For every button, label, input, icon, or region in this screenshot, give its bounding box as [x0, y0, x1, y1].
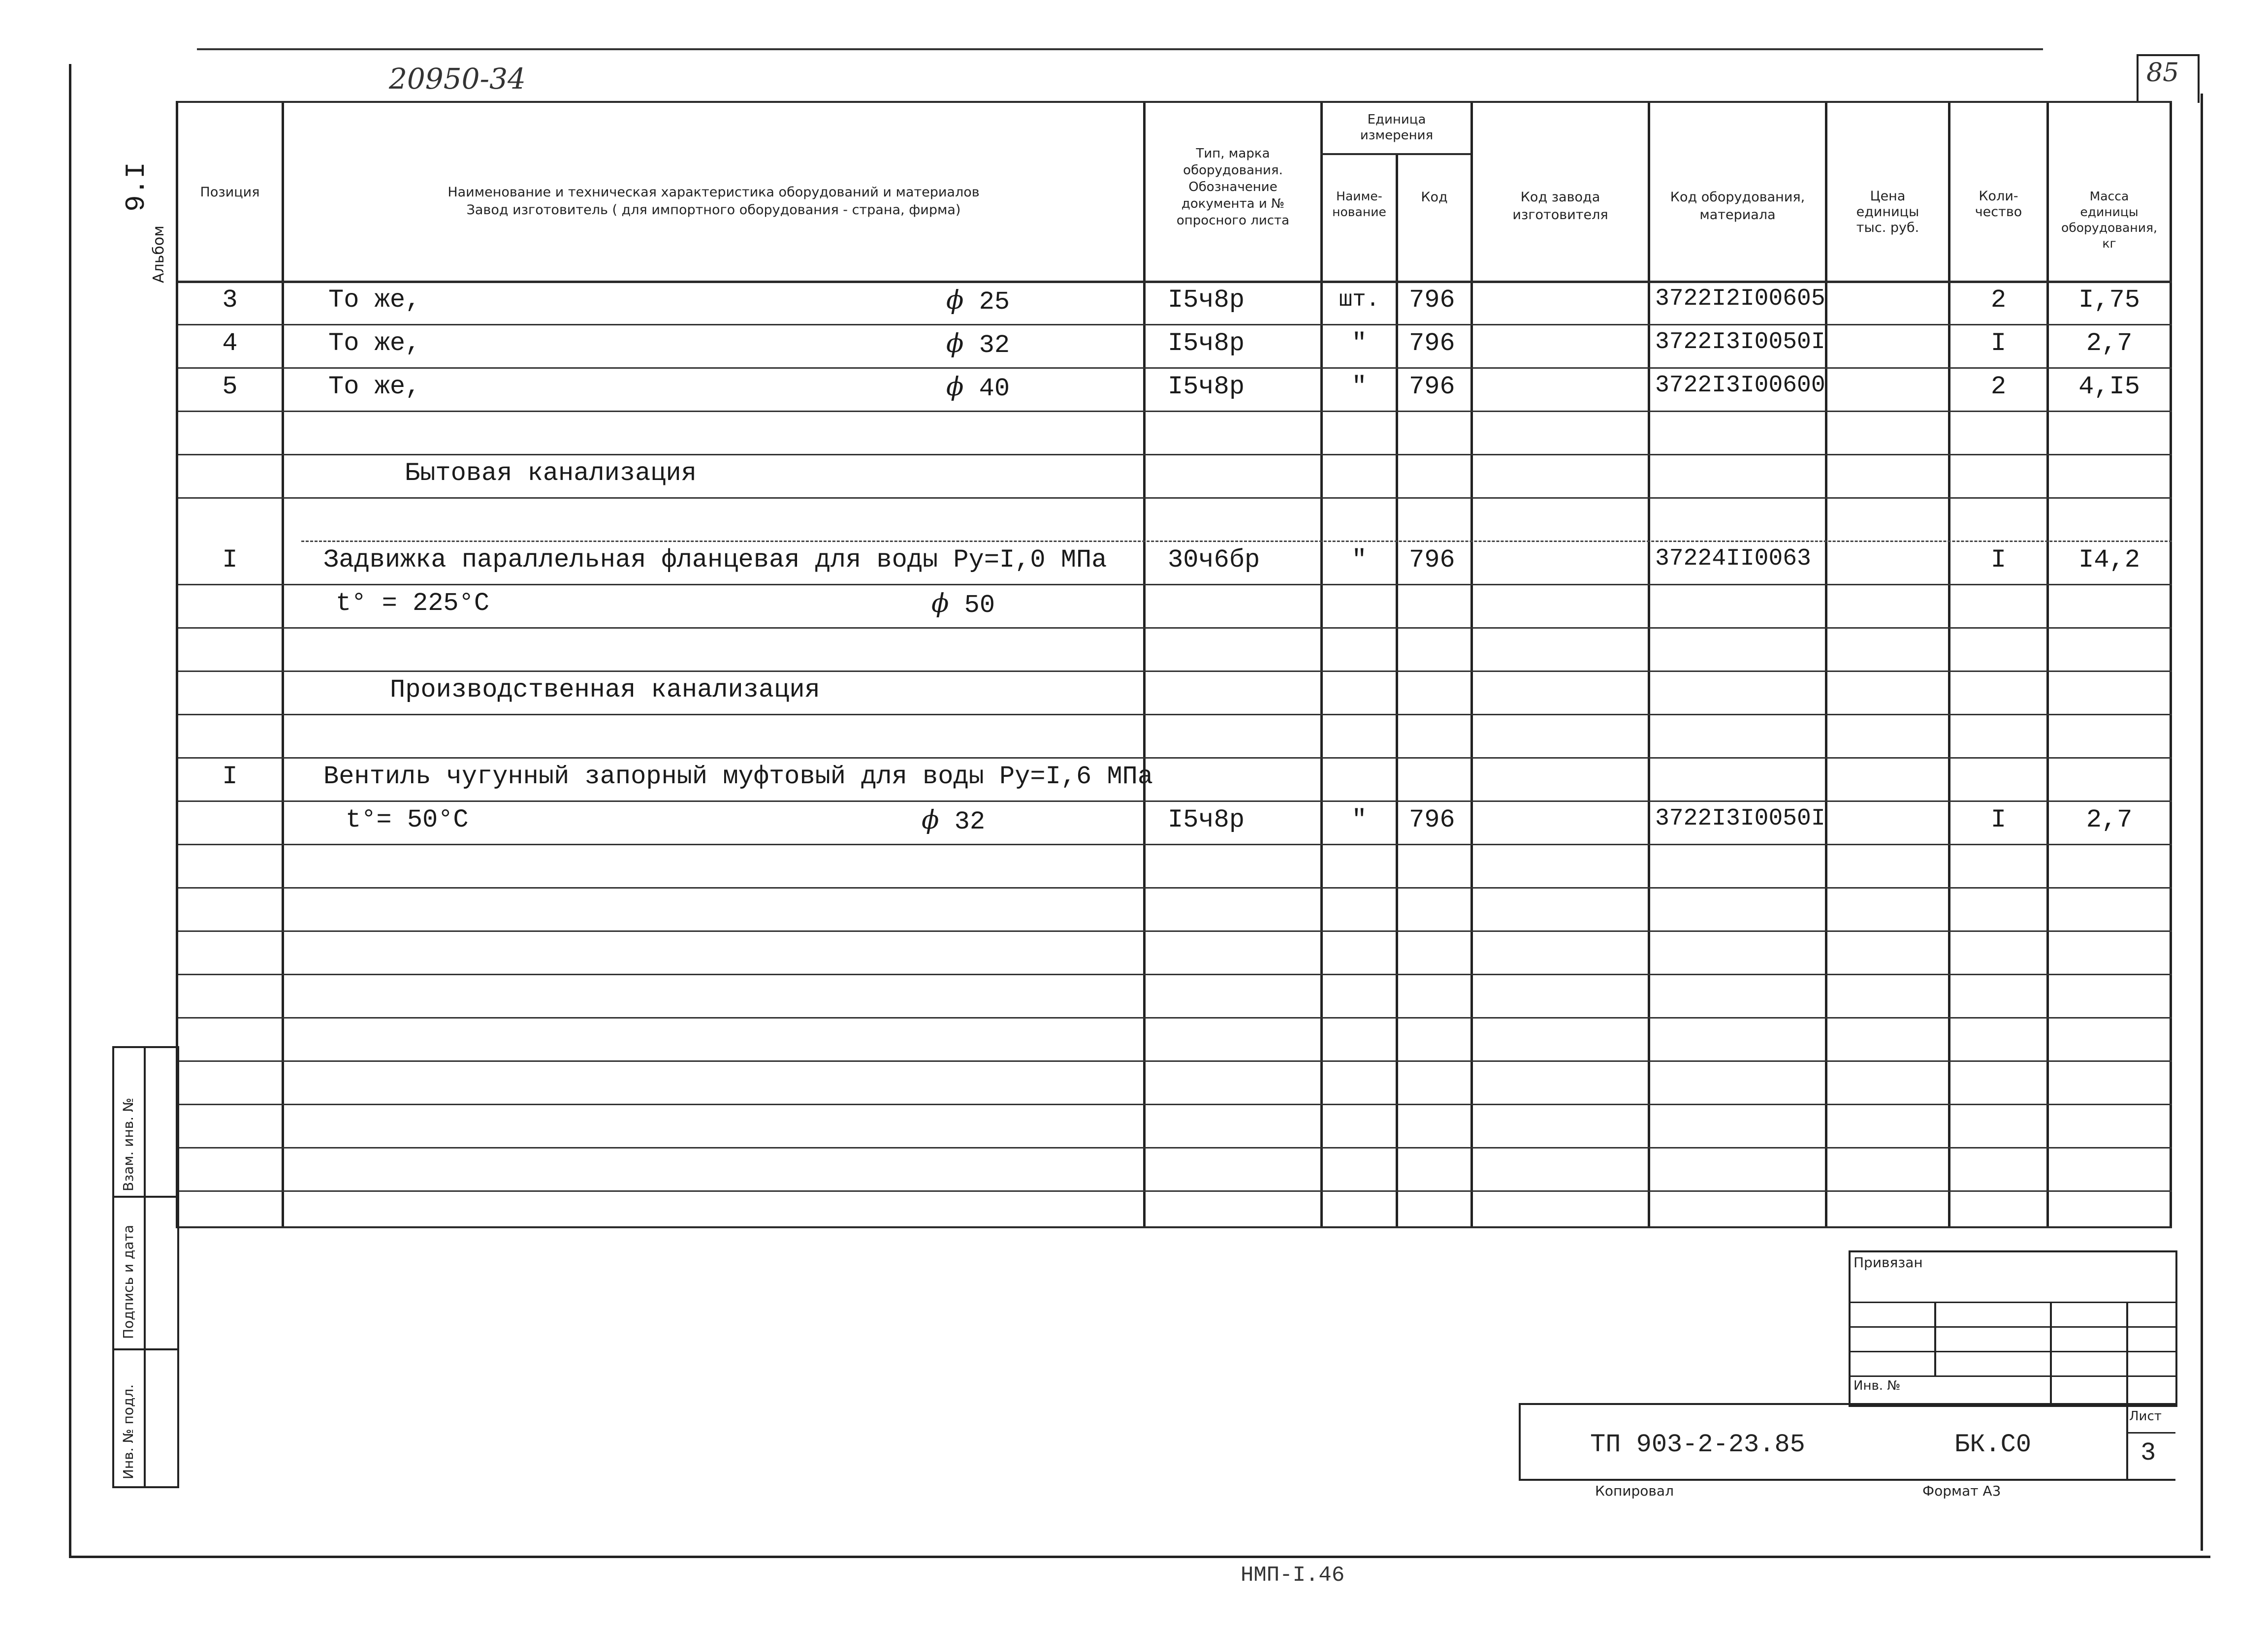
col-divider	[2046, 101, 2049, 1228]
col-divider	[1648, 101, 1650, 1228]
row-mass: 2,7	[2086, 329, 2133, 358]
header-quantity: Коли- чество	[1975, 189, 2022, 220]
col-divider	[1825, 101, 1827, 1228]
diameter-value: 40	[979, 374, 1010, 403]
diameter-symbol: ϕ	[946, 329, 964, 358]
diameter-symbol: ϕ	[922, 805, 939, 835]
row-line	[178, 974, 2172, 975]
row-diameter	[946, 372, 1010, 403]
row-position: I	[222, 545, 238, 575]
row-temperature: t°= 50°С	[346, 805, 469, 834]
header-price: Цена единицы тыс. руб.	[1856, 189, 1919, 235]
row-line	[178, 1017, 2172, 1019]
row-line	[178, 670, 2172, 672]
row-equipment-code: 3722I3I0050I	[1655, 329, 1825, 355]
side-label-replaced-inv: Взам. инв. №	[120, 1097, 136, 1191]
row-line-dashed	[301, 541, 2172, 542]
row-unit: "	[1351, 329, 1367, 358]
album-label: Альбом	[150, 225, 167, 283]
diameter-value: 50	[964, 591, 995, 620]
header-plant-code: Код завода изготовителя	[1512, 190, 1608, 223]
row-unit-code: 796	[1409, 805, 1455, 834]
row-line	[178, 411, 2172, 412]
row-quantity: I	[1990, 545, 2007, 575]
row-temperature: t° = 225°С	[336, 589, 490, 618]
row-line	[178, 1104, 2172, 1105]
row-line	[178, 757, 2172, 759]
row-line	[178, 930, 2172, 932]
header-unit: Единица измерения	[1360, 112, 1434, 143]
row-unit: шт.	[1339, 287, 1380, 313]
col-divider	[2170, 101, 2172, 1228]
row-line	[178, 627, 2172, 629]
row-line	[178, 800, 2172, 802]
row-equipment-code: 3722I3I00600	[1655, 372, 1825, 399]
header-type: Тип, марка оборудования. Обозначение документа и № опросного листа	[1176, 146, 1290, 228]
row-name: Задвижка параллельная фланцевая для воды Ру=I,0 МПа	[323, 545, 1107, 575]
row-equipment-code: 37224II0063	[1655, 545, 1811, 572]
stamp-format-label: Формат А3	[1922, 1483, 2001, 1499]
row-diameter	[946, 286, 1010, 317]
row-mass: I,75	[2078, 286, 2140, 315]
row-mass: I4,2	[2078, 545, 2140, 575]
header-name: Наименование и техническая характеристика оборудований и материалов Завод изготовитель ( для импортного оборудования - страна, фирма)	[447, 185, 980, 218]
col-divider	[1470, 101, 1473, 1228]
specification-table	[176, 101, 2172, 1228]
row-name: Вентиль чугунный запорный муфтовый для воды Ру=I,6 МПа	[323, 762, 1153, 791]
diameter-symbol: ϕ	[931, 589, 949, 618]
row-line	[178, 844, 2172, 845]
row-diameter	[922, 805, 985, 836]
row-unit: "	[1351, 545, 1367, 575]
outer-frame-right	[2201, 94, 2203, 1551]
stamp-section-code: БК.С0	[1954, 1430, 2032, 1459]
col-divider	[1396, 155, 1398, 1228]
row-unit-code: 796	[1409, 372, 1455, 401]
row-unit-code: 796	[1409, 286, 1455, 315]
section-title-industrial-sewage: Производственная канализация	[390, 675, 820, 704]
row-line	[178, 1147, 2172, 1149]
side-label-original-inv: Инв. № подл.	[120, 1384, 136, 1479]
row-unit: "	[1351, 805, 1367, 834]
top-border	[197, 48, 2043, 50]
row-type: I5ч8р	[1168, 329, 1245, 358]
col-divider	[282, 101, 284, 1228]
document-number: 20950-34	[389, 62, 526, 96]
row-line	[178, 584, 2172, 585]
stamp-linked-label: Привязан	[1853, 1254, 1923, 1271]
stamp-project-code: ТП 903-2-23.85	[1590, 1430, 1805, 1459]
row-name: То же,	[328, 286, 421, 315]
side-label-signature-date: Подпись и дата	[120, 1225, 136, 1339]
row-mass: 2,7	[2086, 805, 2133, 834]
row-line	[178, 497, 2172, 499]
sheet-number: 85	[2146, 58, 2179, 88]
row-line	[178, 454, 2172, 455]
row-quantity: 2	[1990, 372, 2007, 401]
col-divider	[1948, 101, 1950, 1228]
diameter-value: 32	[979, 331, 1010, 360]
header-position: Позиция	[200, 185, 260, 200]
stamp-sheet-label: Лист	[2129, 1409, 2162, 1424]
row-name: То же,	[328, 372, 421, 401]
header-top-line	[178, 101, 2172, 103]
header-mass: Масса единицы оборудования, кг	[2061, 189, 2157, 251]
table-bottom-line	[178, 1226, 2172, 1228]
album-number: 9.I	[121, 162, 152, 212]
row-unit-code: 796	[1409, 545, 1455, 575]
row-position: 3	[222, 286, 238, 315]
col-divider	[1143, 101, 1146, 1228]
row-line	[178, 714, 2172, 715]
row-line	[178, 1190, 2172, 1192]
row-name: То же,	[328, 329, 421, 358]
row-type: I5ч8р	[1168, 372, 1245, 401]
row-equipment-code: 3722I2I00605	[1655, 286, 1825, 312]
row-position: 4	[222, 329, 238, 358]
row-line	[178, 1060, 2172, 1062]
row-position: 5	[222, 372, 238, 401]
section-title-domestic-sewage: Бытовая канализация	[405, 459, 697, 488]
row-diameter	[931, 589, 995, 620]
row-diameter	[946, 329, 1010, 360]
row-line	[178, 324, 2172, 325]
row-mass: 4,I5	[2078, 372, 2140, 401]
row-equipment-code: 3722I3I0050I	[1655, 805, 1825, 832]
header-equipment-code: Код оборудования, материала	[1670, 190, 1805, 223]
header-bottom-line	[178, 281, 2172, 283]
stamp-inv-label: Инв. №	[1853, 1378, 1901, 1393]
row-unit: "	[1351, 372, 1367, 401]
row-type: I5ч8р	[1168, 286, 1245, 315]
unit-subheader-line	[1320, 153, 1470, 155]
row-type: I5ч8р	[1168, 805, 1245, 834]
diameter-symbol: ϕ	[946, 286, 964, 315]
header-unit-code: Код	[1421, 190, 1448, 205]
footer-code: НМП-I.46	[1241, 1563, 1345, 1588]
row-type: 30ч6бр	[1168, 545, 1260, 575]
row-unit-code: 796	[1409, 329, 1455, 358]
row-line	[178, 887, 2172, 889]
header-unit-name: Наиме- нование	[1332, 189, 1386, 219]
row-line	[178, 367, 2172, 369]
row-position: I	[222, 762, 238, 791]
stamp-sheet-number: 3	[2140, 1438, 2156, 1468]
diameter-value: 32	[954, 807, 986, 836]
diameter-symbol: ϕ	[946, 372, 964, 402]
stamp-copied-label: Копировал	[1595, 1483, 1674, 1499]
col-divider	[1320, 101, 1323, 1228]
row-quantity: I	[1990, 805, 2007, 834]
diameter-value: 25	[979, 287, 1010, 317]
row-quantity: I	[1990, 329, 2007, 358]
row-quantity: 2	[1990, 286, 2007, 315]
